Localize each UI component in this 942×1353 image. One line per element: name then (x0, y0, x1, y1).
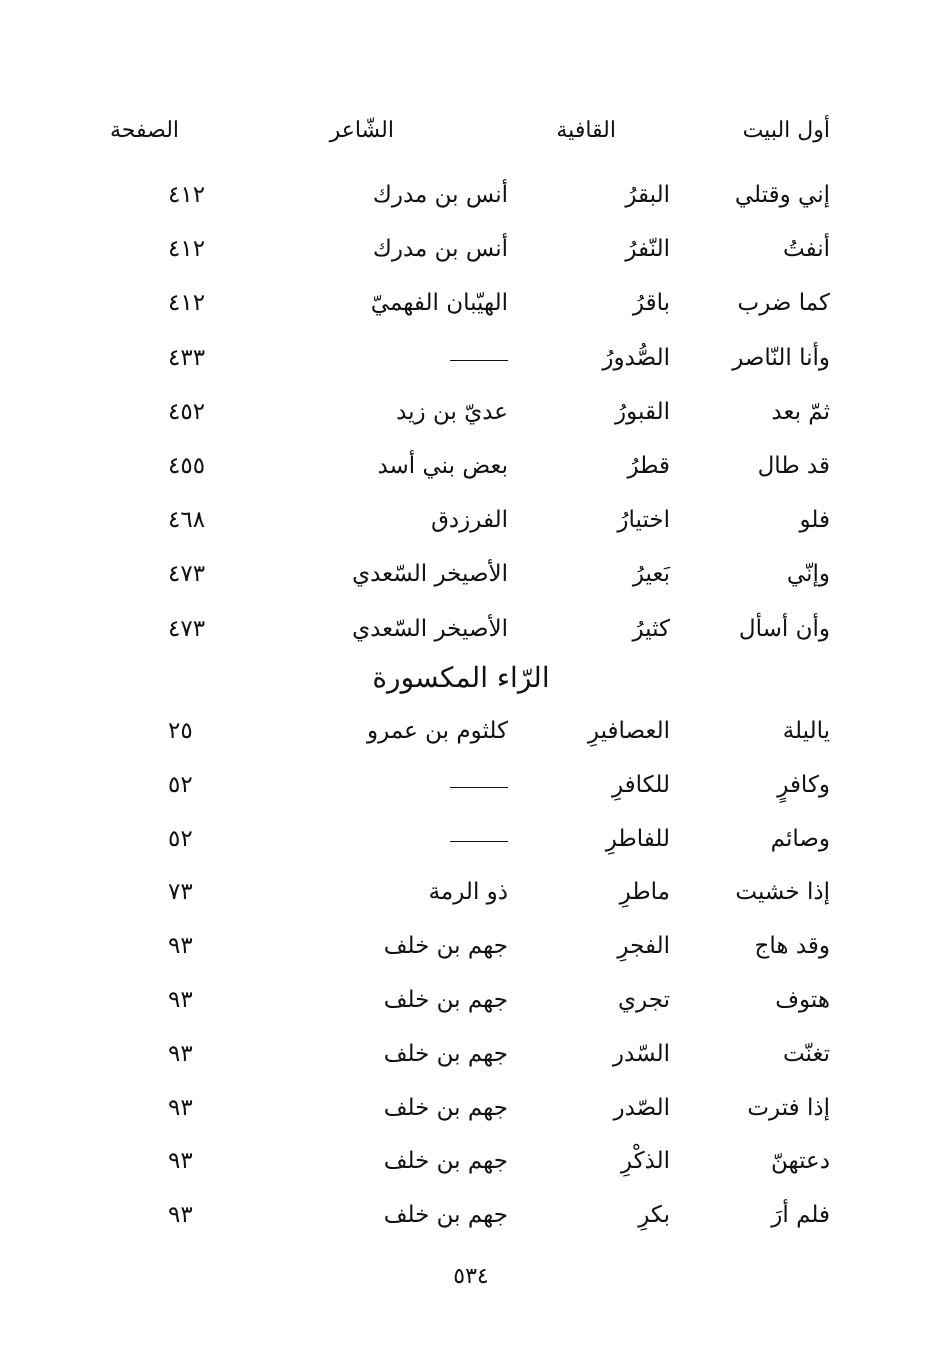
poet-cell: جهم بن خلف (383, 1094, 508, 1121)
rhyme-cell: ماطرِ (619, 879, 670, 906)
dash-line (450, 841, 508, 842)
first-word-cell: وكافرٍ (777, 771, 830, 798)
page-number-cell: ٤٥٥ (168, 453, 206, 479)
first-word-cell: فلو (799, 507, 830, 534)
rhyme-cell: اختيارُ (617, 507, 670, 534)
page-number-cell: ٤٣٣ (168, 344, 206, 371)
poet-cell: كلثوم بن عمرو (367, 718, 508, 744)
poet-cell: أنس بن مدرك (372, 236, 508, 263)
page-number-cell: ٤١٢ (168, 182, 206, 208)
page-number-cell: ٩٣ (168, 1202, 193, 1229)
page-number-cell: ٩٣ (168, 1148, 193, 1175)
rhyme-cell: كثيرُ (632, 615, 670, 642)
page-number-cell: ٩٣ (168, 933, 193, 960)
poet-cell: عديّ بن زيد (396, 398, 508, 425)
rhyme-cell: النّفرُ (625, 236, 670, 263)
rhyme-cell: بكرِ (638, 1202, 670, 1229)
page-footer (0, 1264, 942, 1289)
page-number-cell: ٤٧٣ (168, 615, 206, 642)
rhyme-cell: القبورُ (615, 398, 670, 425)
poet-cell: جهم بن خلف (383, 933, 508, 960)
rhyme-cell: الفجرِ (617, 933, 670, 960)
dash-line (450, 360, 508, 361)
poet-cell: جهم بن خلف (383, 1148, 508, 1175)
first-word-cell: وأن أسأل (738, 615, 830, 642)
header-rhyme: القافية (556, 118, 616, 143)
first-word-cell: ثمّ بعد (771, 398, 830, 425)
rhyme-cell: بَعيرُ (632, 561, 670, 588)
first-word-cell: هتوف (775, 987, 830, 1013)
poet-cell: الهيّبان الفهميّ (370, 290, 508, 317)
first-word-cell: كما ضرب (737, 290, 830, 317)
first-word-cell: أنفتُ (782, 236, 830, 263)
rhyme-cell: الصّدر (613, 1094, 670, 1121)
page-number-cell: ٤٦٨ (168, 507, 206, 534)
poet-cell: أنس بن مدرك (372, 182, 508, 208)
dash-line (450, 787, 508, 788)
poet-cell: ذو الرمة (428, 879, 508, 906)
page-number-cell: ٤١٢ (168, 236, 206, 263)
first-word-cell: وأنا النّاصر (732, 344, 830, 371)
page-number-cell: ٩٣ (168, 1040, 193, 1067)
first-word-cell: ياليلة (782, 718, 830, 744)
first-word-cell: إني وقتلي (734, 182, 830, 208)
page-number-cell: ٧٣ (168, 879, 193, 906)
section-title (0, 660, 942, 696)
poet-cell: بعض بني أسد (377, 453, 508, 479)
header-first-word: أول البيت (742, 118, 830, 143)
rhyme-cell: للكافرِ (611, 771, 670, 798)
page-number-cell: ٤١٢ (168, 290, 206, 317)
rhyme-cell: قطرُ (627, 453, 670, 479)
rhyme-cell: الصُّدورُ (602, 344, 670, 371)
poet-unknown-dash (450, 770, 508, 800)
page-number-cell: ٥٢ (168, 825, 193, 852)
poet-cell: الأصيخر السّعدي (352, 561, 508, 588)
first-word-cell: إذا فترت (747, 1094, 830, 1121)
first-word-cell: دعتهنّ (770, 1148, 830, 1175)
page-number-cell: ٥٢ (168, 771, 193, 798)
first-word-cell: تغنّت (782, 1040, 830, 1067)
poet-cell: جهم بن خلف (383, 987, 508, 1013)
page-number-cell: ٩٣ (168, 1094, 193, 1121)
poet-cell: جهم بن خلف (383, 1040, 508, 1067)
page-number: ٥٣٤ (453, 1264, 489, 1289)
poet-unknown-dash (450, 824, 508, 854)
header-page: الصفحة (110, 118, 180, 143)
page-number-cell: ٤٥٢ (168, 398, 206, 425)
page-number-cell: ٩٣ (168, 987, 193, 1013)
rhyme-cell: تجري (618, 987, 670, 1013)
poet-cell: الفرزدق (431, 507, 508, 534)
rhyme-cell: البقرُ (625, 182, 670, 208)
first-word-cell: فلم أرَ (771, 1202, 830, 1229)
first-word-cell: قد طال (757, 453, 830, 479)
poet-cell: جهم بن خلف (383, 1202, 508, 1229)
poet-cell: الأصيخر السّعدي (352, 615, 508, 642)
rhyme-cell: للفاطرِ (605, 825, 670, 852)
rhyme-cell: السّدر (612, 1040, 670, 1067)
section-title-text: الرّاء المكسورة (372, 661, 550, 694)
first-word-cell: وقد هاج (754, 933, 830, 960)
rhyme-cell: باقرُ (632, 290, 670, 317)
rhyme-cell: العصافيرِ (587, 718, 670, 744)
rhyme-cell: الذكْرِ (620, 1148, 670, 1175)
page-number-cell: ٤٧٣ (168, 561, 206, 588)
first-word-cell: إذا خشيت (735, 879, 830, 906)
first-word-cell: وصائم (770, 825, 830, 852)
header-poet: الشّاعر (329, 118, 394, 143)
page-number-cell: ٢٥ (168, 718, 193, 744)
first-word-cell: وإنّي (786, 561, 830, 588)
poet-unknown-dash (450, 343, 508, 373)
